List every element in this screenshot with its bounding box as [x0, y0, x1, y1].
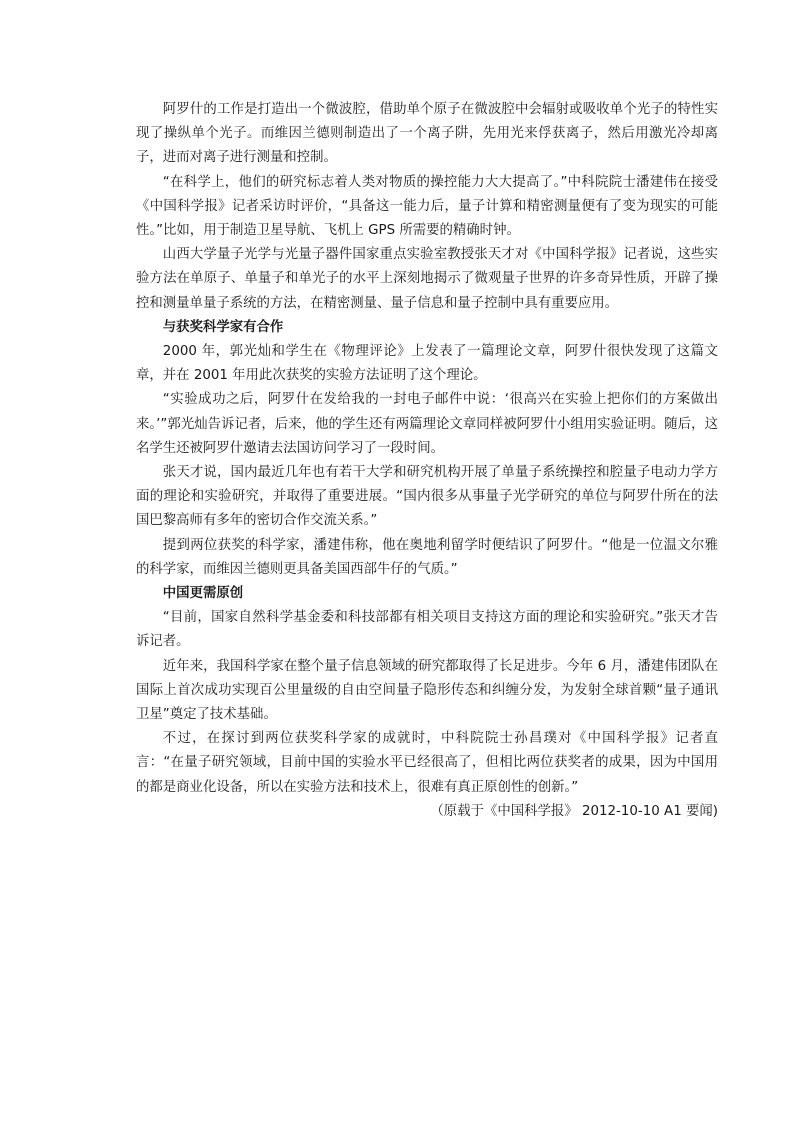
paragraph-funding-support: “目前，国家自然科学基金委和科技部都有相关项目支持这方面的理论和实验研究。”张天才告诉记者。 — [136, 610, 718, 650]
paragraph-physical-review: 2000 年，郭光灿和学生在《物理评论》上发表了一篇理论文章，阿罗什很快发现了这篇文章，并在 2001 年用此次获奖的实验方法证明了这个理论。 — [136, 344, 718, 384]
paragraph-domestic-research: 张天才说，国内最近几年也有若干大学和研究机构开展了单量子系统操控和腔量子电动力学方面的理论和实验研究，并取得了重要进展。“国内很多从事量子光学研究的单位与阿罗什所在的法国巴黎高师有多年的密切合作交流关系。” — [136, 465, 718, 529]
section-heading-originality: 中国更需原创 — [162, 586, 244, 602]
paragraph-pan-jianwei-comment: “在科学上，他们的研究标志着人类对物质的操控能力大大提高了。”中科院院士潘建伟在接受《中国科学报》记者采访时评价，“具备这一能力后，量子计算和精密测量便有了变为现实的可能性。”比如，用于制造卫星导航、飞机上 GPS 所需要的精确时钟。 — [136, 174, 718, 239]
section-heading-collaboration: 与获奖科学家有合作 — [162, 319, 284, 335]
article-body — [136, 98, 718, 824]
paragraph-laureates-character: 提到两位获奖的科学家，潘建伟称，他在奥地利留学时便结识了阿罗什。“他是一位温文尔雅的科学家，而维因兰德则更具备美国西部牛仔的气质。” — [136, 537, 718, 577]
paragraph-microwave-cavity: 阿罗什的工作是打造出一个微波腔，借助单个原子在微波腔中会辐射或吸收单个光子的特性实现了操纵单个光子。而维因兰德则制造出了一个离子阱，先用光来俘获离子，然后用激光冷却离子，进而对离子进行测量和控制。 — [136, 102, 718, 166]
paragraph-zhang-tiancai-comment: 山西大学量子光学与光量子器件国家重点实验室教授张天才对《中国科学报》记者说，这些实验方法在单原子、单量子和单光子的水平上深刻地揭示了微观量子世界的许多奇异性质，开辟了操控和测量单量子系统的方法，在精密测量、量子信息和量子控制中具有重要应用。 — [136, 247, 718, 311]
paragraph-quantum-teleportation: 近年来，我国科学家在整个量子信息领域的研究都取得了长足进步。今年 6 月，潘建伟团队在国际上首次成功实现百公里量级的自由空间量子隐形传态和纠缠分发，为发射全球首颗“量子通讯卫星”奠定了技术基础。 — [136, 658, 718, 723]
source-citation: （原载于《中国科学报》 2012-10-10 A1 要闻) — [430, 803, 718, 819]
paragraph-sun-changpu-comment: 不过，在探讨到两位获奖科学家的成就时，中科院院士孙昌璞对《中国科学报》记者直言：“在量子研究领域，目前中国的实验水平已经很高了，但相比两位获奖者的成果，因为中国用的都是商业化设备，所以在实验方法和技术上，很难有真正原创性的创新。” — [136, 731, 718, 795]
paragraph-email-quote: “实验成功之后，阿罗什在发给我的一封电子邮件中说：‘很高兴在实验上把你们的方案做出来。’”郭光灿告诉记者，后来，他的学生还有两篇理论文章同样被阿罗什小组用实验证明。随后，这名学生还被阿罗什邀请去法国访问学习了一段时间。 — [136, 392, 718, 456]
